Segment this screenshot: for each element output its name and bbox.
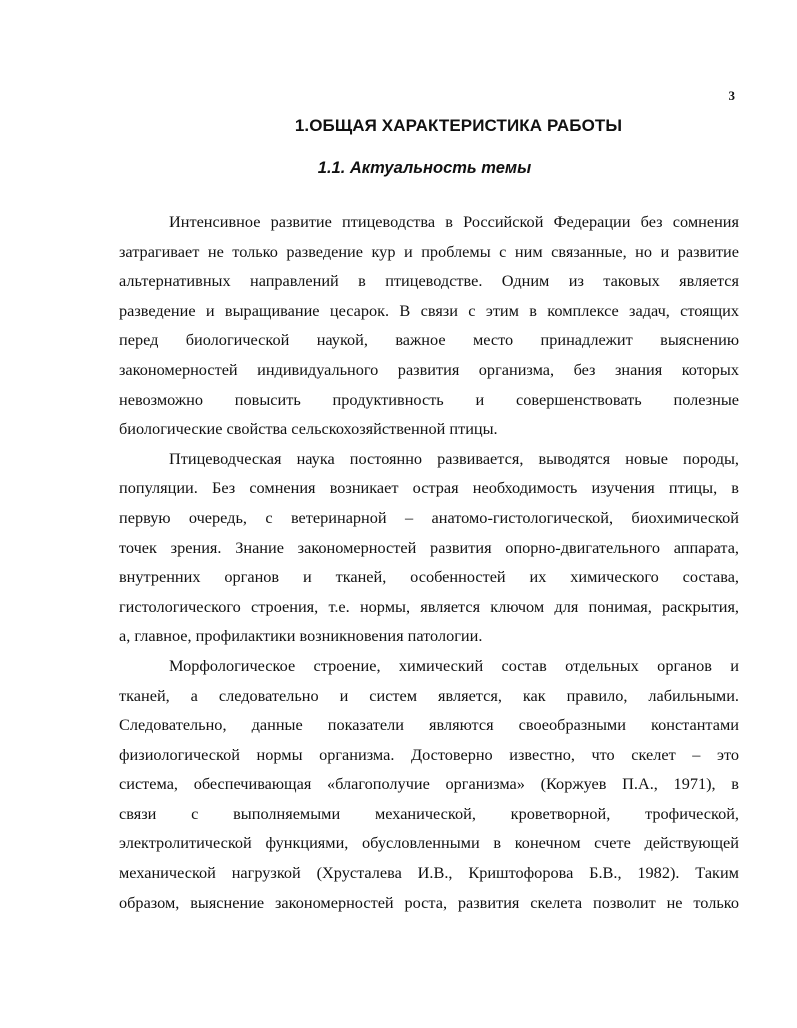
text-line: механической нагрузкой (Хрусталева И.В., Криштофорова Б.В., 1982). Таким <box>119 863 739 883</box>
text-line: внутренних органов и тканей, особенностей их химического состава, <box>119 567 739 587</box>
text-line: Интенсивное развитие птицеводства в Российской Федерации без сомнения <box>169 212 739 231</box>
text-line: электролитической функциями, обусловленными в конечном счете действующей <box>119 833 739 853</box>
text-line: система, обеспечивающая «благополучие организма» (Коржуев П.А., 1971), в <box>119 774 739 794</box>
text-line: образом, выяснение закономерностей роста, развития скелета позволит не только <box>119 892 739 912</box>
text-line: закономерностей индивидуального развития организма, без знания которых <box>119 359 739 379</box>
text-line: связи с выполняемыми механической, кроветворной, трофической, <box>119 803 739 823</box>
body-text <box>119 207 739 917</box>
text-line: гистологического строения, т.е. нормы, является ключом для понимая, раскрытия, <box>119 596 739 616</box>
text-line: тканей, а следовательно и систем является, как правило, лабильными. <box>119 685 739 705</box>
text-line: невозможно повысить продуктивность и совершенствовать полезные <box>119 389 739 409</box>
text-line: разведение и выращивание цесарок. В связи с этим в комплексе задач, стоящих <box>119 300 739 320</box>
text-line: Следовательно, данные показатели являются своеобразными константами <box>119 715 739 735</box>
text-line: альтернативных направлений в птицеводстве. Одним из таковых является <box>119 271 739 291</box>
section-subheading: 1.1. Актуальность темы <box>317 159 532 177</box>
text-line: а, главное, профилактики возникновения патологии. <box>119 626 483 646</box>
text-line: точек зрения. Знание закономерностей развития опорно-двигательного аппарата, <box>119 537 739 557</box>
text-line: Птицеводческая наука постоянно развивается, выводятся новые породы, <box>169 448 739 468</box>
text-line: затрагивает не только разведение кур и проблемы с ним связанные, но и развитие <box>119 241 739 261</box>
text-line: Морфологическое строение, химический состав отдельных органов и <box>169 655 739 675</box>
text-line: перед биологической наукой, важное место принадлежит выяснению <box>119 330 739 350</box>
text-line: биологические свойства сельскохозяйственной птицы. <box>119 419 498 439</box>
text-line: популяции. Без сомнения возникает острая необходимость изучения птицы, в <box>119 478 739 498</box>
chapter-heading: 1.ОБЩАЯ ХАРАКТЕРИСТИКА РАБОТЫ <box>294 116 623 135</box>
page-number: 3 <box>728 88 735 103</box>
text-line: первую очередь, с ветеринарной – анатомо-гистологической, биохимической <box>119 507 739 527</box>
text-line: физиологической нормы организма. Достоверно известно, что скелет – это <box>119 744 739 764</box>
